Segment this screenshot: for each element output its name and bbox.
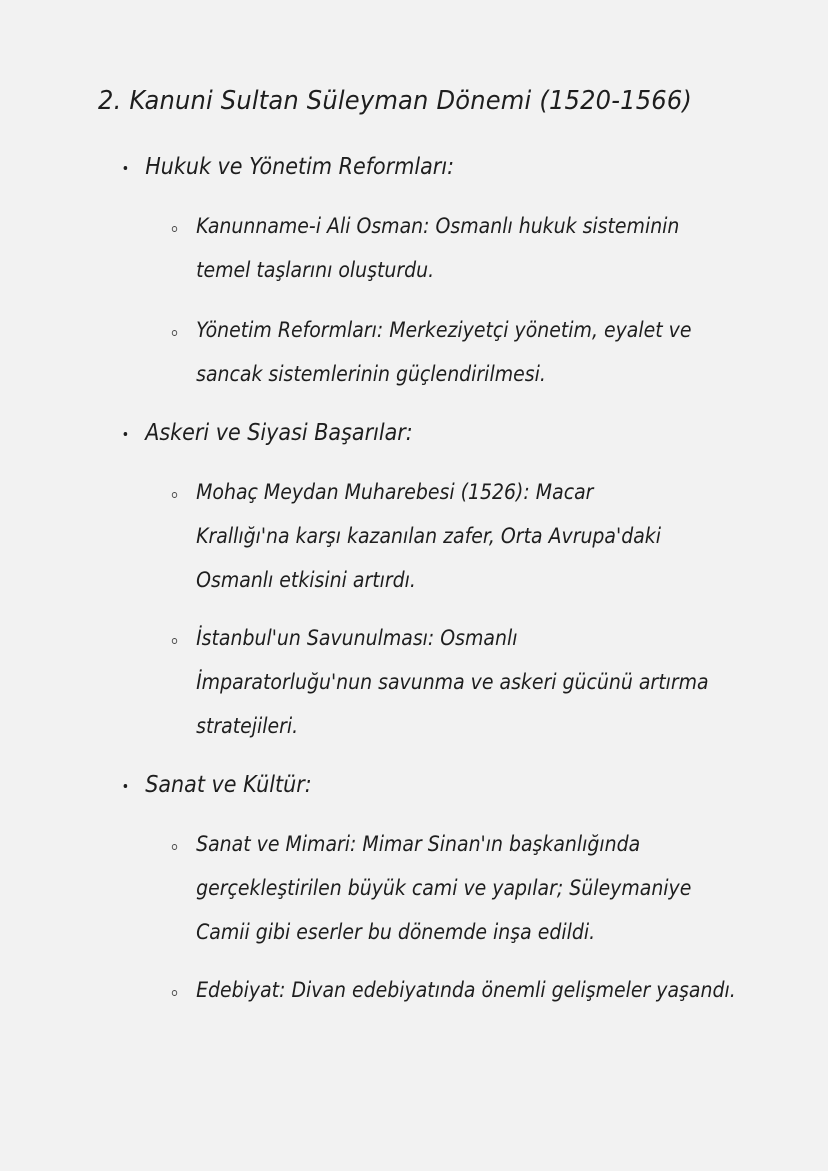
list-item-line: Edebiyat: Divan edebiyatında önemli gelişmeler yaşandı. — [170, 968, 674, 1012]
section-title — [120, 770, 312, 800]
section-hukuk-yonetim — [120, 152, 692, 386]
list-item — [170, 470, 730, 602]
list-item — [170, 308, 730, 396]
list-item-line: İstanbul'un Savunulması: Osmanlı — [170, 616, 674, 660]
section-sanat-kultur — [120, 770, 736, 1002]
circle-bullet-icon — [172, 844, 177, 850]
circle-bullet-icon — [172, 990, 177, 996]
list-item-line: Camii gibi eserler bu dönemde inşa edildi. — [196, 920, 596, 944]
list-item-line: temel taşlarını oluşturdu. — [196, 258, 435, 282]
section-title — [120, 152, 454, 182]
list-item — [170, 822, 730, 954]
section-title — [120, 418, 413, 448]
list-item — [170, 968, 736, 1012]
circle-bullet-icon — [172, 330, 177, 336]
bullet-dot-icon — [124, 166, 128, 170]
list-item-line: Osmanlı etkisini artırdı. — [196, 568, 416, 592]
circle-bullet-icon — [172, 638, 177, 644]
list-item-line: gerçekleştirilen büyük cami ve yapılar; Süleymaniye — [196, 876, 692, 900]
list-item-line: sancak sistemlerinin güçlendirilmesi. — [196, 362, 546, 386]
bullet-dot-icon — [124, 784, 128, 788]
section-title-text: Sanat ve Kültür: — [145, 772, 312, 798]
section-heading: 2. Kanuni Sultan Süleyman Dönemi (1520-1566) — [98, 86, 693, 116]
bullet-dot-icon — [124, 432, 128, 436]
list-item-line: Sanat ve Mimari: Mimar Sinan'ın başkanlığında — [170, 822, 674, 866]
section-title-text: Hukuk ve Yönetim Reformları: — [145, 154, 455, 180]
circle-bullet-icon — [172, 492, 177, 498]
circle-bullet-icon — [172, 226, 177, 232]
list-item-line: Kanunname-i Ali Osman: Osmanlı hukuk sisteminin — [170, 204, 674, 248]
list-item — [170, 616, 730, 748]
list-item — [170, 204, 730, 292]
list-item-line: Krallığı'na karşı kazanılan zafer, Orta Avrupa'daki — [196, 524, 661, 548]
section-askeri-siyasi — [120, 418, 709, 738]
list-item-line: stratejileri. — [196, 714, 299, 738]
list-item-line: Mohaç Meydan Muharebesi (1526): Macar — [170, 470, 674, 514]
list-item-line: Yönetim Reformları: Merkeziyetçi yönetim, eyalet ve — [170, 308, 674, 352]
section-title-text: Askeri ve Siyasi Başarılar: — [145, 420, 413, 446]
list-item-line: İmparatorluğu'nun savunma ve askeri gücünü artırma — [196, 670, 709, 694]
